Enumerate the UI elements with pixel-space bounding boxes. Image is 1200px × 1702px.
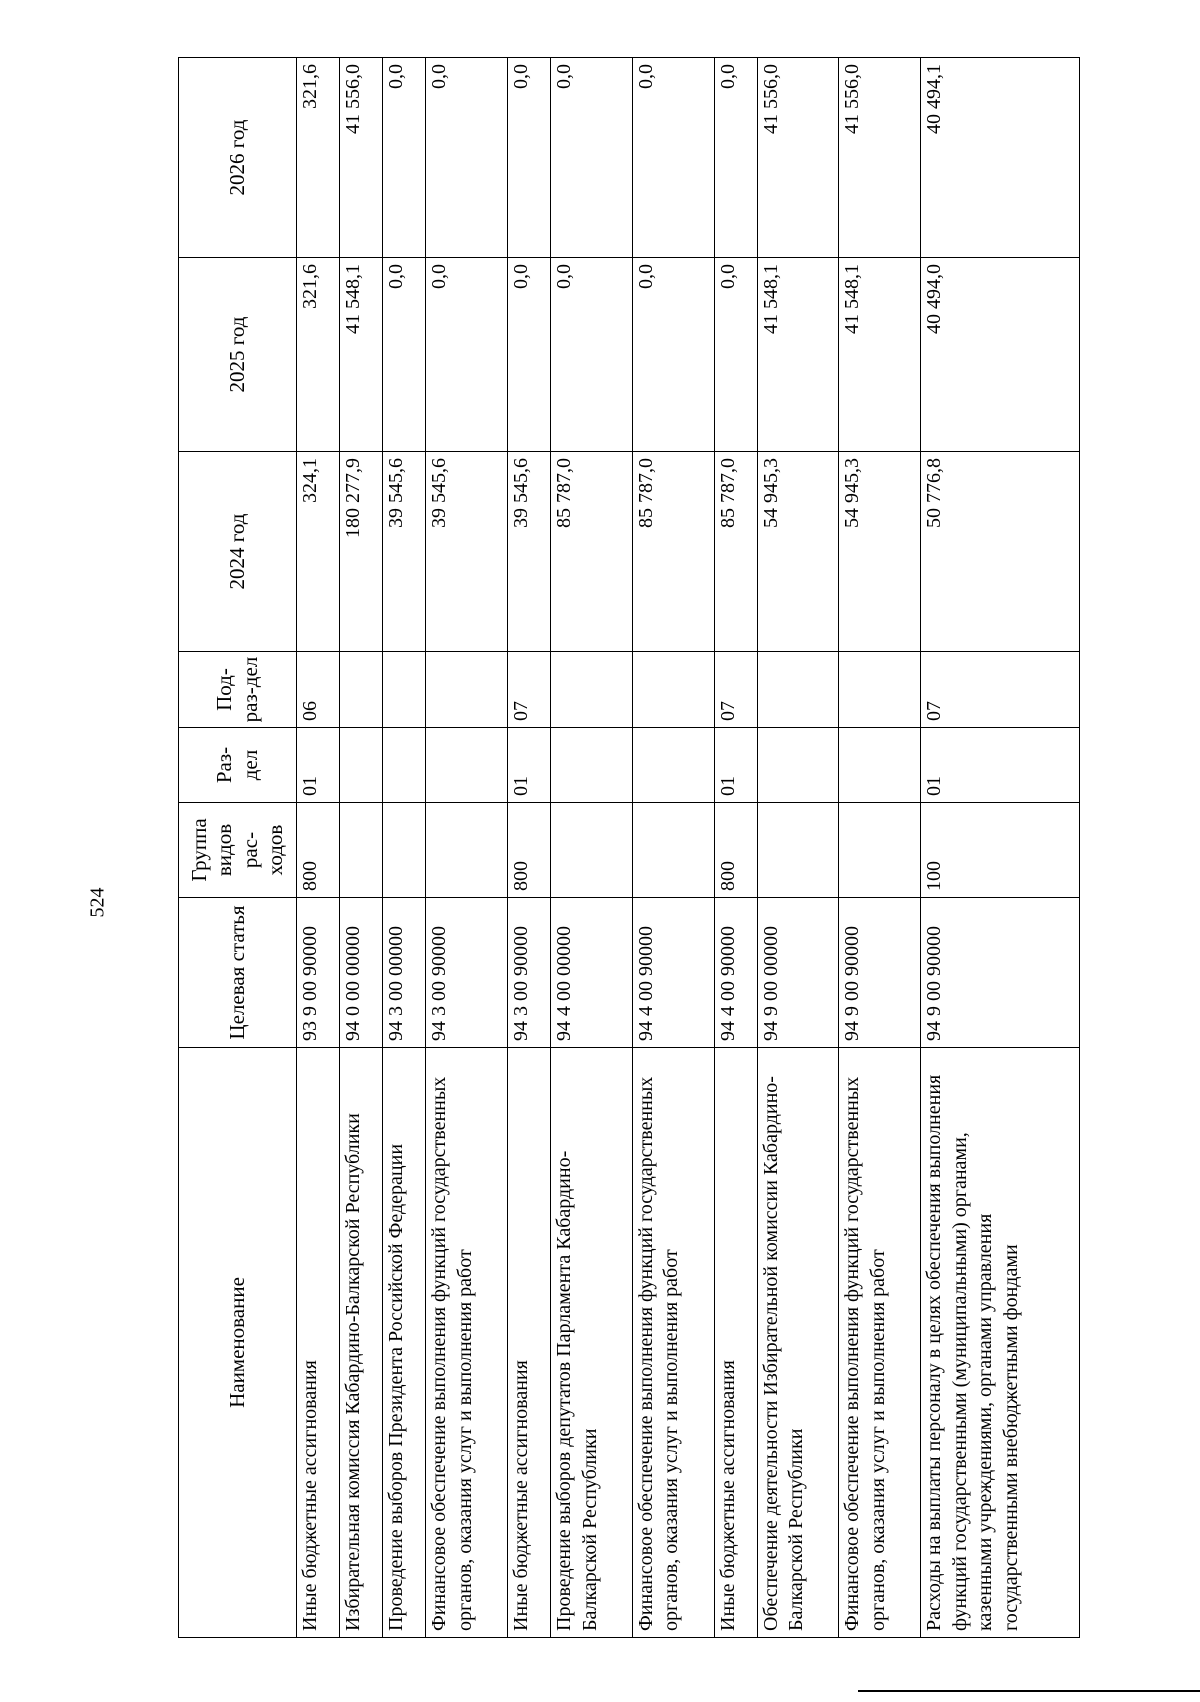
cell-group (839, 803, 921, 898)
cell-group: 800 (508, 803, 551, 898)
cell-target: 94 3 00 90000 (508, 898, 551, 1048)
cell-y2025: 0,0 (632, 258, 714, 452)
cell-subsection (757, 652, 839, 728)
cell-y2026: 0,0 (632, 58, 714, 258)
cell-section: 01 (508, 728, 551, 803)
cell-group (551, 803, 633, 898)
cell-y2024: 50 776,8 (921, 452, 1080, 652)
header-2025: 2025 год (179, 258, 297, 452)
cell-section (340, 728, 383, 803)
cell-y2026: 0,0 (508, 58, 551, 258)
cell-y2026: 40 494,1 (921, 58, 1080, 258)
cell-y2025: 41 548,1 (839, 258, 921, 452)
cell-y2025: 0,0 (426, 258, 508, 452)
table-row (921, 58, 1080, 1638)
cell-target: 94 9 00 90000 (839, 898, 921, 1048)
cell-subsection: 06 (297, 652, 340, 728)
cell-group (340, 803, 383, 898)
cell-y2025: 0,0 (508, 258, 551, 452)
table-row (839, 58, 921, 1638)
cell-section: 01 (714, 728, 757, 803)
table-row (426, 58, 508, 1638)
cell-y2025: 321,6 (297, 258, 340, 452)
cell-y2026: 321,6 (297, 58, 340, 258)
cell-section: 01 (921, 728, 1080, 803)
cell-section (551, 728, 633, 803)
cell-name: Финансовое обеспечение выполнения функций государственных органов, оказания услуг и выполнения работ (426, 1048, 508, 1638)
table-body (297, 58, 1080, 1638)
table-row (383, 58, 426, 1638)
table-row (714, 58, 757, 1638)
table-row (632, 58, 714, 1638)
header-2024: 2024 год (179, 452, 297, 652)
cell-target: 93 9 00 90000 (297, 898, 340, 1048)
cell-section (426, 728, 508, 803)
cell-y2024: 39 545,6 (426, 452, 508, 652)
cell-y2025: 41 548,1 (340, 258, 383, 452)
cell-group (383, 803, 426, 898)
header-group: Группа видов рас-ходов (179, 803, 297, 898)
page-number-text: 524 (86, 887, 109, 917)
cell-y2024: 39 545,6 (508, 452, 551, 652)
table-row (508, 58, 551, 1638)
cell-target: 94 3 00 00000 (383, 898, 426, 1048)
cell-y2026: 0,0 (551, 58, 633, 258)
cell-name: Обеспечение деятельности Избирательной комиссии Кабардино-Балкарской Республики (757, 1048, 839, 1638)
cell-name: Иные бюджетные ассигнования (297, 1048, 340, 1638)
cell-target: 94 9 00 00000 (757, 898, 839, 1048)
cell-subsection (426, 652, 508, 728)
cell-y2026: 0,0 (714, 58, 757, 258)
cell-subsection: 07 (714, 652, 757, 728)
cell-subsection (383, 652, 426, 728)
cell-group (757, 803, 839, 898)
cell-y2024: 54 945,3 (839, 452, 921, 652)
cell-name: Избирательная комиссия Кабардино-Балкарской Республики (340, 1048, 383, 1638)
cell-group: 100 (921, 803, 1080, 898)
cell-group: 800 (714, 803, 757, 898)
cell-target: 94 4 00 00000 (551, 898, 633, 1048)
cell-y2024: 54 945,3 (757, 452, 839, 652)
header-2026: 2026 год (179, 58, 297, 258)
cell-y2024: 324,1 (297, 452, 340, 652)
header-row (179, 58, 297, 1638)
cell-y2025: 0,0 (714, 258, 757, 452)
cell-y2024: 39 545,6 (383, 452, 426, 652)
header-target: Целевая статья (179, 898, 297, 1048)
header-subsection: Под-раз-дел (179, 652, 297, 728)
cell-y2025: 41 548,1 (757, 258, 839, 452)
cell-section (757, 728, 839, 803)
budget-table (178, 57, 1080, 1638)
cell-target: 94 4 00 90000 (632, 898, 714, 1048)
cell-target: 94 3 00 90000 (426, 898, 508, 1048)
cell-y2024: 85 787,0 (632, 452, 714, 652)
cell-y2024: 85 787,0 (714, 452, 757, 652)
cell-section (839, 728, 921, 803)
header-section: Раз-дел (179, 728, 297, 803)
cell-y2025: 0,0 (383, 258, 426, 452)
cell-y2026: 0,0 (383, 58, 426, 258)
cell-subsection (551, 652, 633, 728)
cell-group (632, 803, 714, 898)
table-row (757, 58, 839, 1638)
cell-y2025: 0,0 (551, 258, 633, 452)
cell-y2025: 40 494,0 (921, 258, 1080, 452)
cell-y2024: 180 277,9 (340, 452, 383, 652)
cell-y2026: 41 556,0 (340, 58, 383, 258)
cell-name: Иные бюджетные ассигнования (508, 1048, 551, 1638)
table-frame (178, 58, 1080, 1638)
cell-name: Проведение выборов Президента Российской Федерации (383, 1048, 426, 1638)
cell-y2026: 41 556,0 (757, 58, 839, 258)
page-number (88, 872, 108, 932)
cell-section: 01 (297, 728, 340, 803)
cell-name: Финансовое обеспечение выполнения функций государственных органов, оказания услуг и выполнения работ (632, 1048, 714, 1638)
cell-name: Иные бюджетные ассигнования (714, 1048, 757, 1638)
cell-subsection: 07 (508, 652, 551, 728)
cell-name: Расходы на выплаты персоналу в целях обеспечения выполнения функций государственными (муниципальными) органами, казенными учреждениями, органами управления государственными внебюджетными фондами (921, 1048, 1080, 1638)
bottom-rule (858, 1690, 1200, 1692)
table-row (551, 58, 633, 1638)
cell-y2026: 41 556,0 (839, 58, 921, 258)
header-name: Наименование (179, 1048, 297, 1638)
cell-subsection (340, 652, 383, 728)
cell-subsection: 07 (921, 652, 1080, 728)
table-row (297, 58, 340, 1638)
cell-subsection (839, 652, 921, 728)
cell-name: Финансовое обеспечение выполнения функций государственных органов, оказания услуг и выполнения работ (839, 1048, 921, 1638)
cell-target: 94 9 00 90000 (921, 898, 1080, 1048)
cell-y2026: 0,0 (426, 58, 508, 258)
cell-section (383, 728, 426, 803)
cell-y2024: 85 787,0 (551, 452, 633, 652)
cell-name: Проведение выборов депутатов Парламента Кабардино-Балкарской Республики (551, 1048, 633, 1638)
cell-target: 94 0 00 00000 (340, 898, 383, 1048)
cell-group (426, 803, 508, 898)
cell-group: 800 (297, 803, 340, 898)
cell-target: 94 4 00 90000 (714, 898, 757, 1048)
cell-section (632, 728, 714, 803)
cell-subsection (632, 652, 714, 728)
table-row (340, 58, 383, 1638)
